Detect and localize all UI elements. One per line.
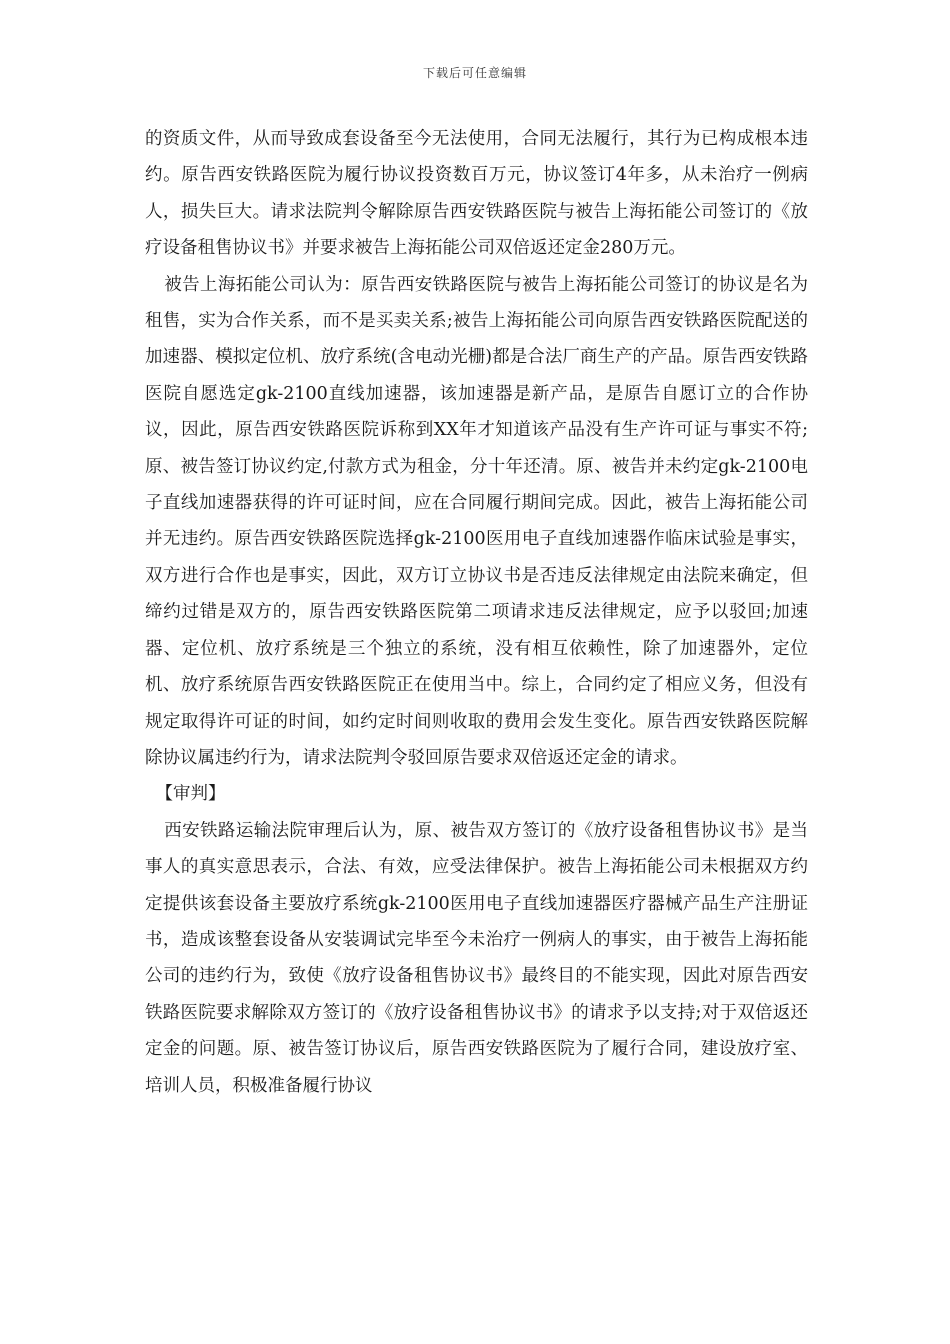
page-header: 下载后可任意编辑 — [422, 66, 527, 80]
paragraph-plaintiff-claim: 的资质文件，从而导致成套设备至今无法使用，合同无法履行，其行为已构成根本违约。原告西安铁路医院为履行协议投资数百万元，协议签订4年多，从未治疗一例病人，损失巨大。请求法院判令解除原告西安铁路医院与被告上海拓能公司签订的《放疗设备租售协议书》并要求被告上海拓能公司双倍返还定金280万元。 — [145, 129, 808, 259]
section-heading-judgment: 【审判】 — [155, 784, 226, 805]
document-body — [145, 121, 808, 1104]
paragraph-judgment: 西安铁路运输法院审理后认为，原、被告双方签订的《放疗设备租售协议书》是当事人的真实意思表示，合法、有效，应受法律保护。被告上海拓能公司未根据双方约定提供该套设备主要放疗系统gk-2100医用电子直线加速器医疗器械产品生产注册证书，造成该整套设备从安装调试完毕至今未治疗一例病人的事实，由于被告上海拓能公司的违约行为，致使《放疗设备租售协议书》最终目的不能实现，因此对原告西安铁路医院要求解除双方签订的《放疗设备租售协议书》的请求予以支持;对于双倍返还定金的问题。原、被告签订协议后，原告西安铁路医院为了履行合同，建设放疗室、培训人员，积极准备履行协议 — [145, 820, 808, 1096]
paragraph-defendant-argument: 被告上海拓能公司认为：原告西安铁路医院与被告上海拓能公司签订的协议是名为租售，实为合作关系，而不是买卖关系;被告上海拓能公司向原告西安铁路医院配送的加速器、模拟定位机、放疗系统(含电动光栅)都是合法厂商生产的产品。原告西安铁路医院自愿选定gk-2100直线加速器，该加速器是新产品，是原告自愿订立的合作协议，因此，原告西安铁路医院诉称到XX年才知道该产品没有生产许可证与事实不符;原、被告签订协议约定,付款方式为租金，分十年还清。原、被告并未约定gk-2100电子直线加速器获得的许可证时间，应在合同履行期间完成。因此，被告上海拓能公司并无违约。原告西安铁路医院选择gk-2100医用电子直线加速器作临床试验是事实，双方进行合作也是事实，因此，双方订立协议书是否违反法律规定由法院来确定，但缔约过错是双方的，原告西安铁路医院第二项请求违反法律规定，应予以驳回;加速器、定位机、放疗系统是三个独立的系统，没有相互依赖性，除了加速器外，定位机、放疗系统原告西安铁路医院正在使用当中。综上，合同约定了相应义务，但没有规定取得许可证的时间，如约定时间则收取的费用会发生变化。原告西安铁路医院解除协议属违约行为，请求法院判令驳回原告要求双倍返还定金的请求。 — [145, 274, 808, 768]
